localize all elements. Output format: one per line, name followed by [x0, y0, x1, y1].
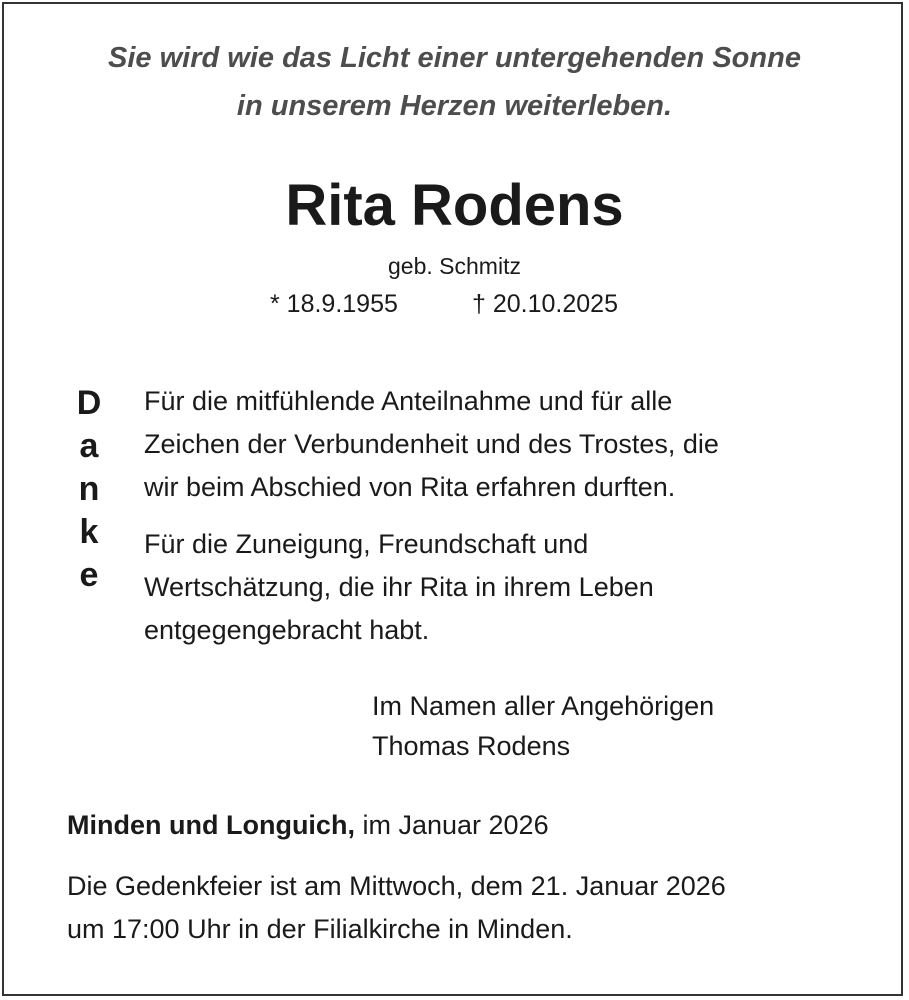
ceremony-line-2: um 17:00 Uhr in der Filialkirche in Minden.	[67, 914, 573, 944]
thanks-line: Zeichen der Verbundenheit und des Trostes, die	[144, 429, 719, 459]
danke-letter: D	[76, 384, 102, 422]
place: Minden und Longuich,	[67, 810, 355, 840]
thanks-line: wir beim Abschied von Rita erfahren durften.	[144, 472, 676, 502]
birth-date: * 18.9.1955	[270, 290, 398, 318]
ceremony-info	[67, 865, 726, 951]
signature-line-1: Im Namen aller Angehörigen	[372, 691, 715, 721]
birth-name: geb. Schmitz	[388, 253, 521, 279]
thanks-line: Für die Zuneigung, Freundschaft und	[144, 529, 589, 559]
motto-line-1: Sie wird wie das Licht einer untergehenden Sonne	[108, 42, 801, 74]
motto-line-2: in unserem Herzen weiterleben.	[236, 90, 673, 122]
thanks-paragraph-1	[144, 380, 719, 509]
signature-block	[372, 686, 714, 766]
place-date-line	[67, 810, 549, 841]
danke-vertical-word	[66, 382, 112, 597]
thanks-line: Wertschätzung, die ihr Rita in ihrem Leben	[144, 572, 654, 602]
signature-name: Thomas Rodens	[372, 731, 571, 761]
date: im Januar 2026	[362, 810, 549, 840]
danke-letter: a	[79, 427, 99, 465]
death-date: † 20.10.2025	[472, 290, 618, 318]
danke-letter: e	[79, 556, 99, 594]
thanks-line: entgegengebracht habt.	[144, 615, 430, 645]
danke-letter: n	[78, 470, 100, 508]
danke-letter: k	[79, 513, 99, 551]
thanks-paragraph-2	[144, 523, 654, 652]
deceased-name: Rita Rodens	[285, 173, 624, 238]
ceremony-line-1: Die Gedenkfeier ist am Mittwoch, dem 21. Januar 2026	[67, 871, 726, 901]
thanks-line: Für die mitfühlende Anteilnahme und für alle	[144, 386, 673, 416]
